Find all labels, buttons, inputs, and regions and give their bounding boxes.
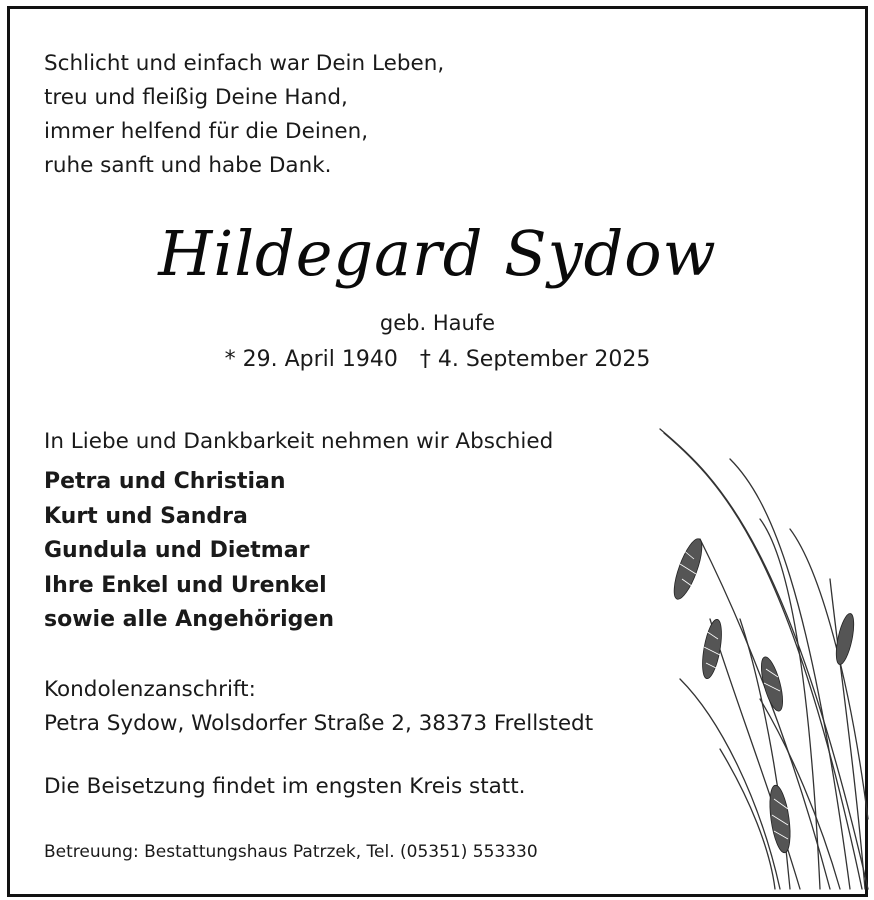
life-dates: [10, 347, 865, 372]
poem-line: ruhe sanft und habe Dank.: [44, 153, 332, 178]
wheat-ears-icon: [640, 419, 870, 899]
mourner-item: Petra und Christian: [44, 469, 286, 494]
mourner-item: Gundula und Dietmar: [44, 538, 310, 563]
poem-line: Schlicht und einfach war Dein Leben,: [44, 51, 445, 76]
poem-line: immer helfend für die Deinen,: [44, 119, 369, 144]
mourner-item: Kurt und Sandra: [44, 503, 248, 529]
poem-line: treu und fleißig Deine Hand,: [44, 85, 348, 110]
poem: [44, 47, 444, 183]
obituary-notice: [7, 6, 868, 897]
mourners-list: [44, 465, 334, 638]
burial-note: Die Beisetzung findet im engsten Kreis statt.: [44, 774, 526, 799]
mourner-item: Ihre Enkel und Urenkel: [44, 572, 327, 598]
condolence-street: Petra Sydow, Wolsdorfer Straße 2, 38373 Frellstedt: [44, 711, 594, 736]
farewell-text: In Liebe und Dankbarkeit nehmen wir Abschied: [44, 429, 554, 454]
birth-name: geb. Haufe: [379, 311, 496, 335]
birth-date: * 29. April 1940: [224, 347, 398, 372]
condolence-address: [44, 673, 593, 741]
mourner-item: sowie alle Angehörigen: [44, 607, 335, 632]
death-date: † 4. September 2025: [419, 347, 651, 372]
condolence-label: Kondolenzanschrift:: [44, 677, 256, 702]
deceased-name: Hildegard Sydow: [158, 217, 717, 290]
funeral-home-note: Betreuung: Bestattungshaus Patrzek, Tel. (05351) 553330: [44, 842, 538, 862]
